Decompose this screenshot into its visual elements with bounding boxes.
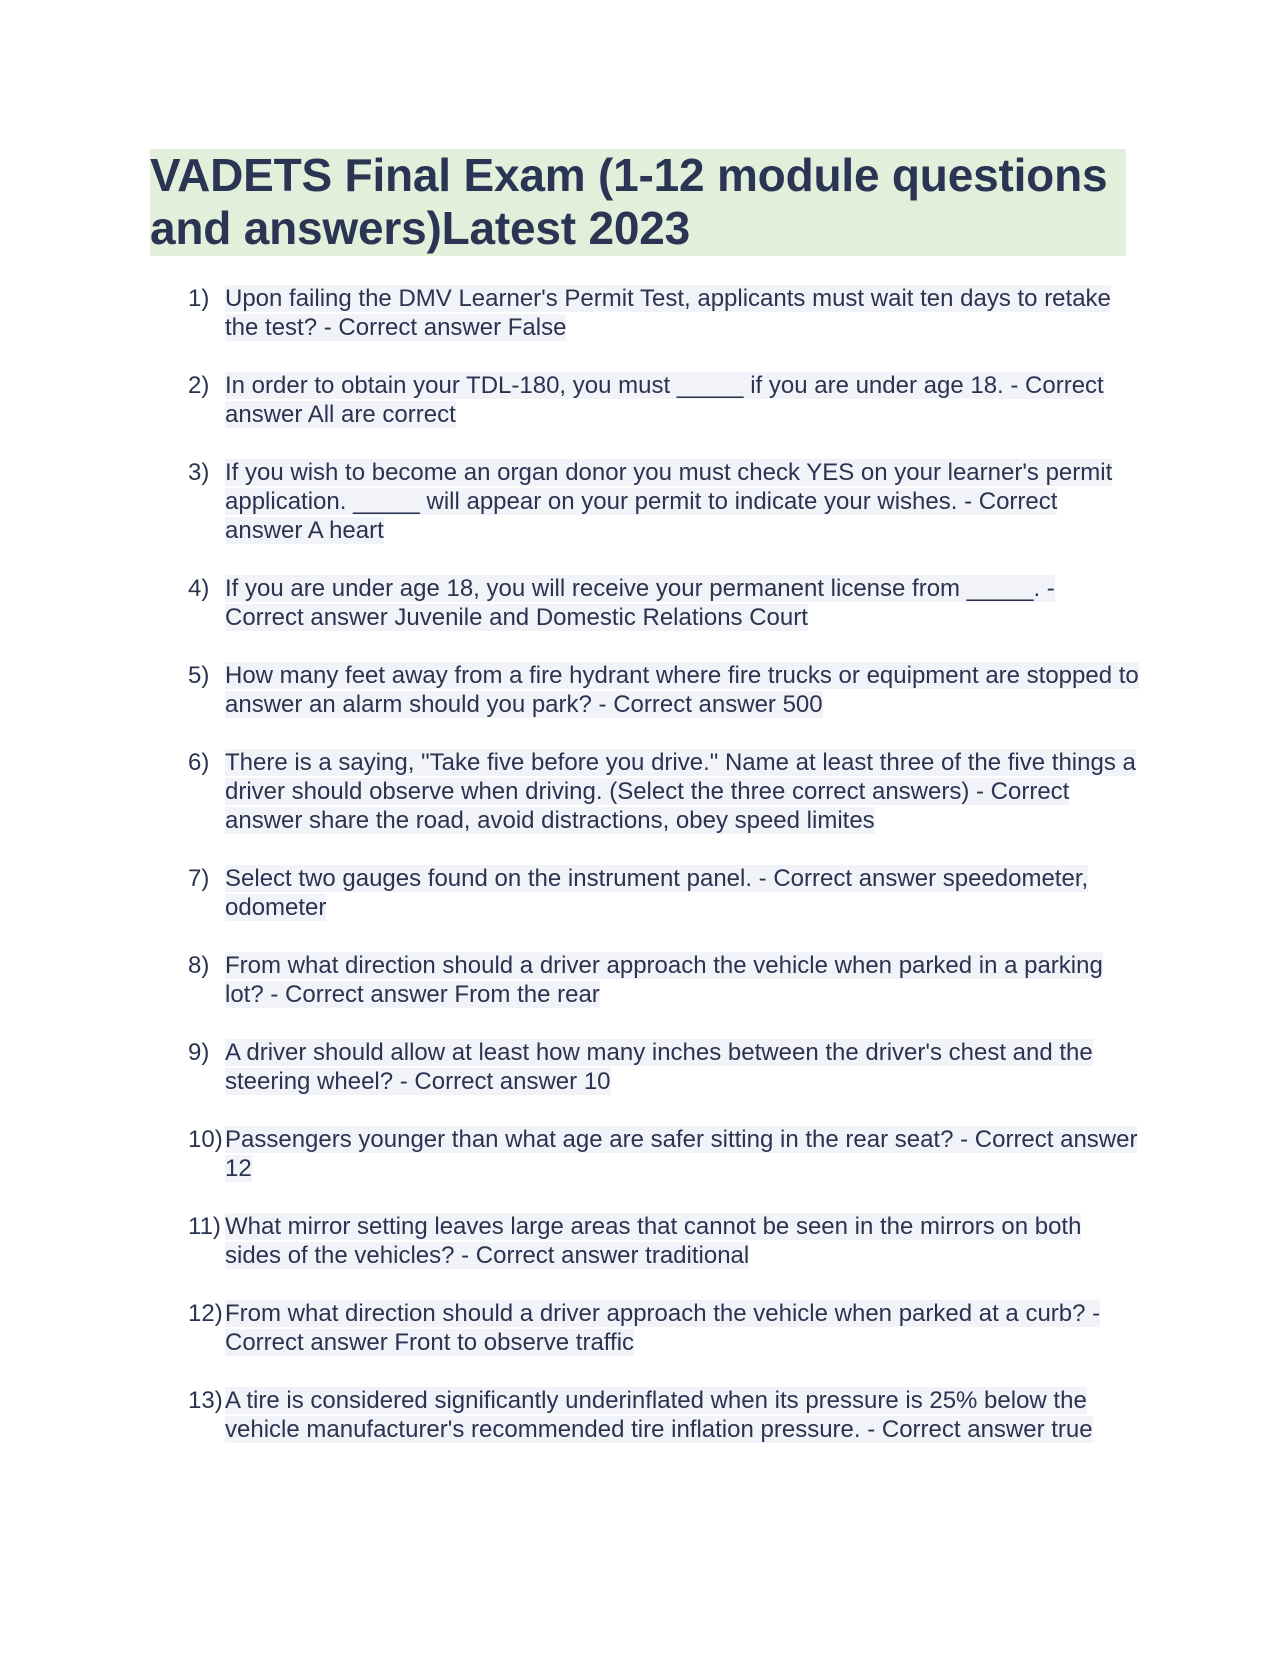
list-item-text: If you are under age 18, you will receive your permanent license from _____. - Correct answer Juvenile and Domestic Relations Court (225, 575, 1055, 631)
list-item (150, 1299, 1140, 1357)
list-item-text: What mirror setting leaves large areas that cannot be seen in the mirrors on both sides of the vehicles? - Correct answer traditional (225, 1213, 1082, 1269)
list-item-number: 6) (188, 749, 210, 776)
list-item (150, 748, 1140, 835)
list-item-number: 13) (188, 1387, 223, 1414)
list-item-number: 9) (188, 1039, 210, 1066)
list-item (150, 371, 1140, 429)
list-item-number: 7) (188, 865, 210, 892)
list-item-number: 11) (188, 1213, 221, 1240)
list-item (150, 574, 1140, 632)
list-item-number: 4) (188, 575, 210, 602)
list-item (150, 1125, 1140, 1183)
list-item (150, 284, 1140, 342)
list-item-text: Upon failing the DMV Learner's Permit Test, applicants must wait ten days to retake the test? - Correct answer False (225, 285, 1111, 341)
list-item-text: A driver should allow at least how many inches between the driver's chest and the steering wheel? - Correct answer 10 (225, 1039, 1093, 1095)
list-item-number: 10) (188, 1126, 223, 1153)
list-item (150, 864, 1140, 922)
list-item-number: 3) (188, 459, 210, 486)
list-item (150, 458, 1140, 545)
list-item (150, 661, 1140, 719)
list-item-text: Select two gauges found on the instrument panel. - Correct answer speedometer, odometer (225, 865, 1089, 921)
list-item (150, 1212, 1140, 1270)
list-item (150, 951, 1140, 1009)
qa-list (150, 284, 1140, 1444)
list-item-number: 1) (188, 285, 210, 312)
list-item-text: In order to obtain your TDL-180, you must _____ if you are under age 18. - Correct answer All are correct (225, 372, 1104, 428)
list-item-text: How many feet away from a fire hydrant where fire trucks or equipment are stopped to answer an alarm should you park? - Correct answer 500 (225, 662, 1139, 718)
list-item (150, 1386, 1140, 1444)
title-block (150, 149, 1126, 256)
list-item-number: 5) (188, 662, 210, 689)
list-item-text: From what direction should a driver approach the vehicle when parked in a parking lot? - Correct answer From the rear (225, 952, 1103, 1008)
list-item-number: 12) (188, 1300, 223, 1327)
list-item-text: Passengers younger than what age are safer sitting in the rear seat? - Correct answer 12 (225, 1126, 1138, 1182)
page-title: VADETS Final Exam (1-12 module questions and answers)Latest 2023 (150, 149, 1108, 254)
list-item-number: 2) (188, 372, 210, 399)
list-item-text: There is a saying, "Take five before you drive." Name at least three of the five things a driver should observe when driving. (Select the three correct answers) - Correct answer share the road, avoid distractions, obey speed limites (225, 749, 1136, 834)
list-item-text: If you wish to become an organ donor you must check YES on your learner's permit application. _____ will appear on your permit to indicate your wishes. - Correct answer A heart (225, 459, 1113, 544)
list-item-text: From what direction should a driver approach the vehicle when parked at a curb? - Correct answer Front to observe traffic (225, 1300, 1101, 1356)
list-item-text: A tire is considered significantly underinflated when its pressure is 25% below the vehicle manufacturer's recommended tire inflation pressure. - Correct answer true (225, 1387, 1093, 1443)
list-item-number: 8) (188, 952, 210, 979)
list-item (150, 1038, 1140, 1096)
